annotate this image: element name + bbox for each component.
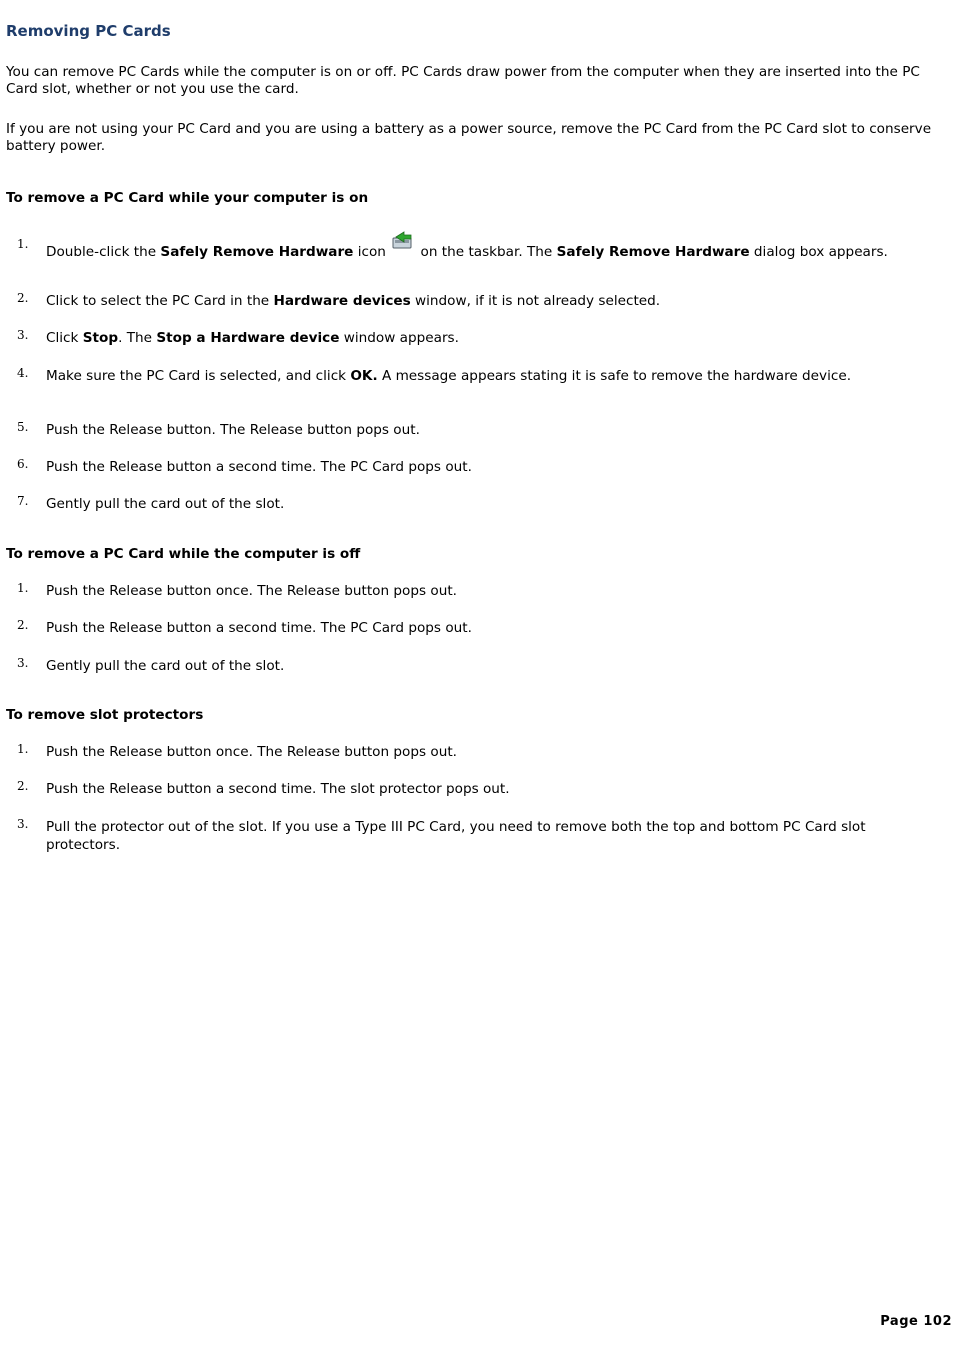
page-title: Removing PC Cards (6, 22, 171, 40)
section-heading-slot-protectors: To remove slot protectors (6, 707, 204, 723)
step-number: 4. (17, 366, 29, 380)
step-number: 2. (17, 618, 29, 632)
step-text: Gently pull the card out of the slot. (46, 496, 285, 512)
section-heading-computer-off: To remove a PC Card while the computer is off (6, 546, 361, 562)
step-text: Pull the protector out of the slot. If you use a Type III PC Card, you need to remove both the top and bottom PC Card slot protectors. (46, 819, 866, 853)
intro-paragraph-2: If you are not using your PC Card and you are using a battery as a power source, remove the PC Card from the PC Card slot to conserve battery power. (6, 121, 932, 154)
step-text: Double-click the Safely Remove Hardware icon on the taskbar. The Safely Remove Hardware dialog box appears. (46, 238, 926, 261)
intro-paragraph-1: You can remove PC Cards while the computer is on or off. PC Cards draw power from the computer when they are inserted into the PC Card slot, whether or not you use the card. (6, 64, 920, 97)
step-number: 1. (17, 237, 29, 251)
step-number: 2. (17, 291, 29, 305)
section-heading-computer-on: To remove a PC Card while your computer is on (6, 190, 369, 206)
step-text: Push the Release button a second time. The slot protector pops out. (46, 781, 510, 797)
step-number: 2. (17, 779, 29, 793)
step-number: 6. (17, 457, 29, 471)
step-number: 1. (17, 742, 29, 756)
step-number: 5. (17, 420, 29, 434)
step-text: Push the Release button a second time. The PC Card pops out. (46, 459, 472, 475)
step-text: Make sure the PC Card is selected, and click OK. A message appears stating it is safe to remove the hardware device. (46, 368, 852, 384)
step-number: 3. (17, 656, 29, 670)
step-text: Click to select the PC Card in the Hardware devices window, if it is not already selected. (46, 293, 661, 309)
step-text: Gently pull the card out of the slot. (46, 658, 285, 674)
step-text: Push the Release button once. The Release button pops out. (46, 744, 457, 760)
step-text: Push the Release button. The Release button pops out. (46, 422, 420, 438)
step-number: 3. (17, 328, 29, 342)
step-number: 3. (17, 817, 29, 831)
step-number: 7. (17, 494, 29, 508)
step-number: 1. (17, 581, 29, 595)
step-text: Click Stop. The Stop a Hardware device window appears. (46, 330, 459, 346)
page-number: Page 102 (880, 1314, 952, 1329)
safely-remove-hardware-icon (392, 230, 414, 250)
step-text: Push the Release button once. The Release button pops out. (46, 583, 457, 599)
step-text: Push the Release button a second time. The PC Card pops out. (46, 620, 472, 636)
